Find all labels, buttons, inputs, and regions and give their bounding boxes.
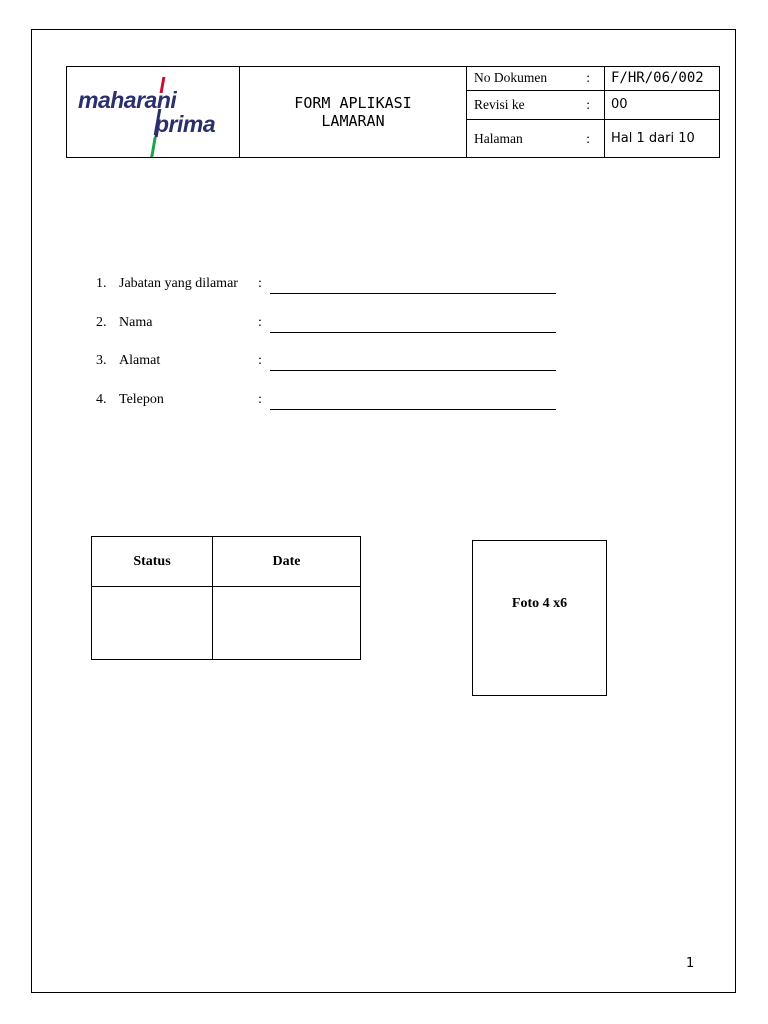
field-number: 4. bbox=[96, 391, 107, 407]
form-title bbox=[240, 67, 467, 158]
meta-value-revisi: 00 bbox=[605, 90, 720, 120]
field-number: 2. bbox=[96, 314, 107, 330]
page-number: 1 bbox=[686, 956, 695, 971]
field-number: 1. bbox=[96, 276, 107, 291]
document-header bbox=[66, 66, 720, 158]
meta-label-revisi bbox=[467, 90, 605, 120]
meta-label-text: No Dokumen bbox=[474, 70, 548, 86]
meta-colon: : bbox=[586, 130, 590, 146]
field-input-line[interactable] bbox=[270, 293, 556, 294]
company-logo bbox=[75, 73, 235, 157]
date-cell[interactable] bbox=[213, 587, 361, 660]
field-colon: : bbox=[258, 276, 262, 291]
logo-green-slash bbox=[150, 137, 157, 157]
status-header: Status bbox=[92, 537, 213, 587]
photo-box-label: Foto 4 x6 bbox=[511, 596, 568, 611]
meta-colon: : bbox=[586, 96, 590, 112]
meta-label-no-dokumen bbox=[467, 67, 605, 91]
field-label: Alamat bbox=[119, 353, 161, 368]
field-number: 3. bbox=[96, 353, 107, 368]
meta-value-halaman: Hal 1 dari 10 bbox=[605, 120, 720, 158]
field-label: Jabatan yang dilamar bbox=[119, 276, 238, 291]
field-colon: : bbox=[258, 391, 262, 407]
meta-colon: : bbox=[586, 70, 590, 86]
field-input-line[interactable] bbox=[270, 409, 556, 410]
meta-label-halaman bbox=[467, 120, 605, 158]
photo-box bbox=[472, 540, 607, 696]
status-cell[interactable] bbox=[92, 587, 213, 660]
logo-word-prima: prima bbox=[155, 111, 216, 137]
field-label: Nama bbox=[119, 314, 153, 330]
field-label: Telepon bbox=[119, 391, 164, 407]
meta-label-text: Revisi ke bbox=[474, 96, 525, 112]
logo-word-maharani: maharani bbox=[78, 87, 177, 113]
logo-cell bbox=[67, 67, 240, 158]
status-table bbox=[91, 536, 361, 660]
meta-label-text: Halaman bbox=[474, 130, 523, 146]
form-title-line2: LAMARAN bbox=[321, 112, 385, 130]
form-title-line1: FORM APLIKASI bbox=[294, 94, 412, 112]
field-input-line[interactable] bbox=[270, 370, 556, 371]
field-colon: : bbox=[258, 353, 262, 368]
meta-value-no-dokumen: F/HR/06/002 bbox=[605, 67, 720, 91]
date-header: Date bbox=[213, 537, 361, 587]
field-input-line[interactable] bbox=[270, 332, 556, 333]
field-colon: : bbox=[258, 314, 262, 330]
page-border bbox=[31, 29, 736, 993]
